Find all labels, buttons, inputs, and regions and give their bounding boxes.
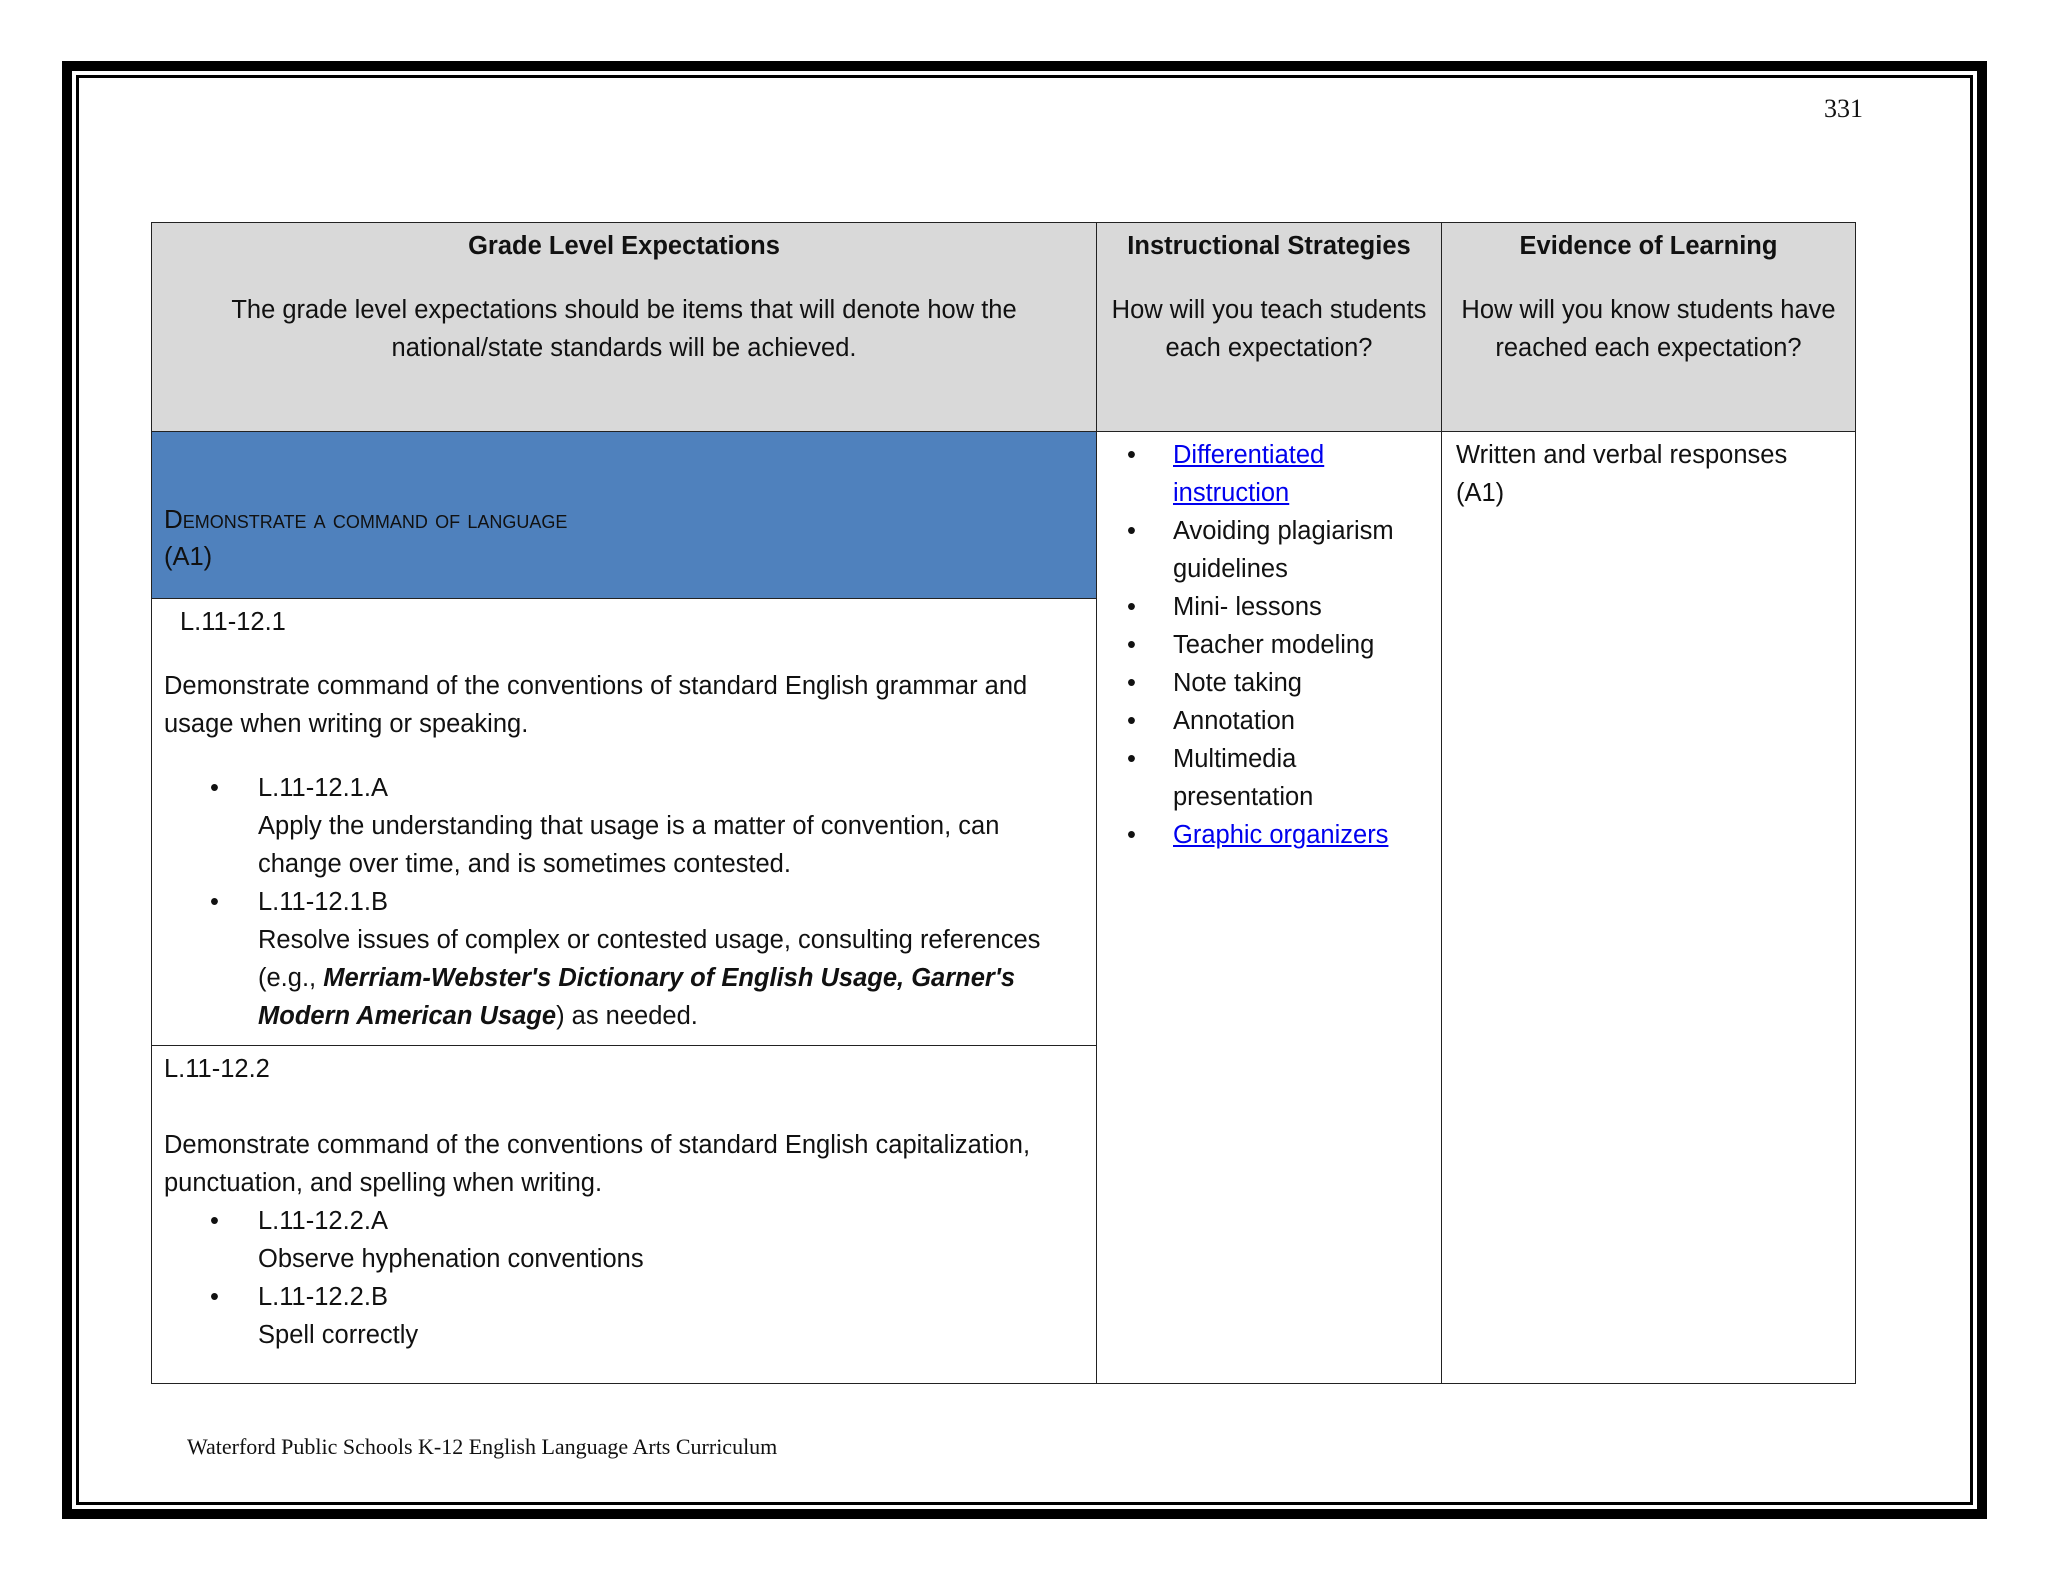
substandard-code: L.11-12.2.A [258,1207,388,1235]
bullet-icon: • [210,1283,219,1311]
evidence-code: (A1) [1456,479,1505,507]
header-desc: How will you know students have reached each expectation? [1461,296,1836,362]
reference-titles: Merriam-Webster's Dictionary of English Usage, Garner's Modern American Usage [258,964,1016,1030]
substandard-item [210,769,1084,883]
header-row [152,223,1856,432]
substandard-item [210,883,1084,1035]
strategy-item [1127,626,1433,664]
bullet-icon: • [1127,669,1136,697]
section-title: Demonstrate a command of language [164,504,568,534]
strategy-label: Annotation [1173,707,1295,735]
standard-l11-12-2 [152,1046,1097,1384]
bullet-icon: • [1127,707,1136,735]
footer-text: Waterford Public Schools K-12 English Language Arts Curriculum [187,1434,778,1459]
substandard-text [258,921,1084,1035]
header-desc: The grade level expectations should be items that will denote how the national/state standards will be achieved. [231,296,1017,362]
text-part: Resolve issues of complex or contested usage, consulting references (e.g., [258,926,1041,992]
bullet-icon: • [210,1207,219,1235]
evidence-cell [1442,432,1856,1384]
strategy-label: Avoiding plagiarism guidelines [1173,517,1394,583]
text-part: ) as needed. [556,1002,698,1030]
strategy-label: Note taking [1173,669,1302,697]
section-code: (A1) [164,543,213,571]
bullet-icon: • [1127,517,1136,545]
standard-code: L.11-12.1 [180,608,286,636]
strategies-list [1105,436,1433,854]
bullet-icon: • [1127,821,1136,849]
strategy-item [1127,664,1433,702]
evidence-text: Written and verbal responses [1456,441,1788,469]
curriculum-table [151,222,1856,1384]
bullet-icon: • [1127,441,1136,469]
substandard-text: Observe hyphenation conventions [258,1245,644,1273]
header-desc: How will you teach students each expectation? [1111,296,1427,362]
bullet-icon: • [1127,593,1136,621]
strategy-label: Multimedia presentation [1173,745,1314,811]
header-strategies [1097,223,1442,432]
bullet-icon: • [1127,631,1136,659]
section-heading [152,432,1097,599]
strategy-item [1127,512,1433,588]
substandard-item [210,1278,1084,1354]
standard-code: L.11-12.2 [164,1055,270,1083]
header-grade-level [152,223,1097,432]
strategy-label: Teacher modeling [1173,631,1375,659]
strategies-cell [1097,432,1442,1384]
header-title: Grade Level Expectations [468,232,780,260]
header-title: Instructional Strategies [1127,232,1411,260]
substandard-text: Spell correctly [258,1321,419,1349]
strategy-item [1127,436,1433,512]
page-number: 331 [1824,94,1863,123]
strategy-item [1127,740,1433,816]
strategy-item [1127,816,1433,854]
strategy-item [1127,702,1433,740]
strategy-link[interactable]: Differentiated instruction [1173,441,1325,507]
strategy-label: Mini- lessons [1173,593,1322,621]
bullet-icon: • [1127,745,1136,773]
substandard-list [164,1202,1084,1354]
bullet-icon: • [210,774,219,802]
standard-text: Demonstrate command of the conventions of standard English capitalization, punctuation, and spelling when writing. [164,1131,1031,1197]
header-evidence [1442,223,1856,432]
substandard-item [210,1202,1084,1278]
substandard-code: L.11-12.2.B [258,1283,388,1311]
substandard-list [164,769,1084,1035]
substandard-text: Apply the understanding that usage is a matter of convention, can change over time, and is sometimes contested. [258,812,1000,878]
standard-l11-12-1 [152,599,1097,1046]
strategy-item [1127,588,1433,626]
strategy-link[interactable]: Graphic organizers [1173,821,1389,849]
bullet-icon: • [210,888,219,916]
substandard-code: L.11-12.1.B [258,888,388,916]
substandard-code: L.11-12.1.A [258,774,388,802]
header-title: Evidence of Learning [1519,232,1778,260]
standard-text: Demonstrate command of the conventions of standard English grammar and usage when writing or speaking. [164,672,1028,738]
